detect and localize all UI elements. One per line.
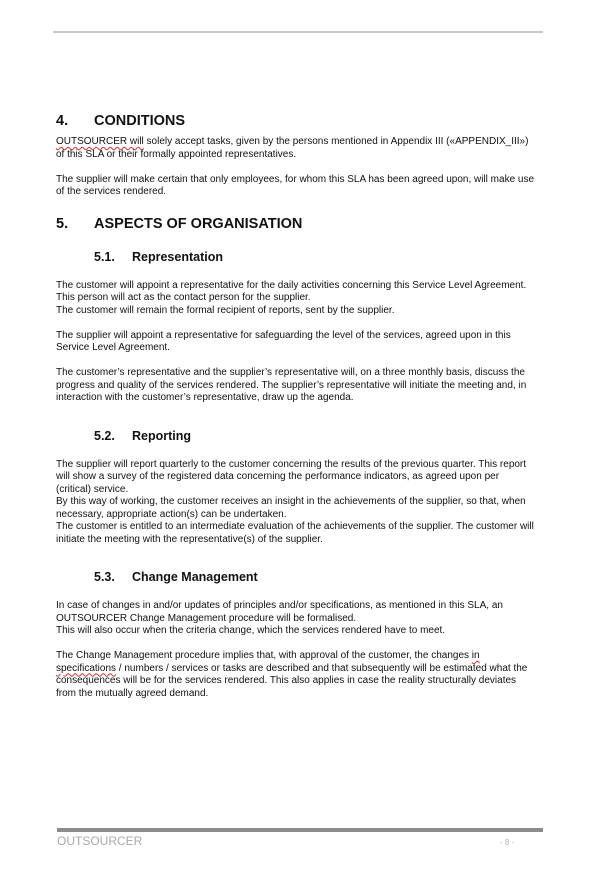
paragraph: OUTSOURCER will solely accept tasks, given by the persons mentioned in Appendix III («APPENDIX_III») of this SLA or their formally appointed representatives.	[56, 136, 529, 160]
header-rule	[53, 31, 543, 33]
paragraph: In case of changes in and/or updates of principles and/or specifications, as mentioned in this SLA, an OUTSOURCER Change Management procedure will be formalised.	[56, 600, 503, 624]
paragraph: By this way of working, the customer receives an insight in the achievements of the supplier, so that, when necessary, appropriate action(s) can be undertaken.	[56, 496, 526, 520]
subsection-heading-representation	[56, 249, 536, 265]
paragraph: The supplier will report quarterly to the customer concerning the results of the previous quarter. This report will show a survey of the registered data concerning the performance indicators, as agreed upon per (critical) service.	[56, 458, 527, 495]
subsection-number: 5.2.	[94, 428, 115, 443]
subsection-title: Change Management	[132, 570, 258, 584]
section-title: CONDITIONS	[94, 113, 186, 129]
paragraph: This will also occur when the criteria change, which the services rendered have to meet.	[56, 625, 446, 636]
section-number: 4.	[56, 113, 69, 129]
subsection-title: Reporting	[132, 428, 192, 443]
paragraph: The Change Management procedure implies that, with approval of the customer, the changes in specifications / numbers / services or tasks are described and that subsequently will be estimated what the consequences will be for the services rendered. This also applies in case the reality structurally deviates from the mutually agreed demand.	[56, 650, 528, 699]
section-heading-conditions	[56, 112, 536, 130]
spellcheck-flagged-text[interactable]: in	[471, 650, 480, 661]
paragraph: The customer will appoint a representative for the daily activities concerning this Service Level Agreement. This person will act as the contact person for the supplier.	[56, 279, 527, 303]
paragraph: The supplier will make certain that only employees, for whom this SLA has been agreed upon, will make use of the services rendered.	[56, 173, 535, 197]
document-body	[56, 112, 536, 700]
paragraph: The customer is entitled to an intermediate evaluation of the achievements of the supplier. The customer will initiate the meeting with the representative(s) of the supplier.	[56, 521, 534, 545]
spellcheck-flagged-text[interactable]: OUTSOURCER will	[56, 136, 144, 147]
subsection-title: Representation	[132, 249, 223, 264]
subsection-number: 5.3.	[94, 570, 115, 584]
footer-rule	[57, 828, 543, 832]
subsection-number: 5.1.	[94, 249, 115, 264]
subsection-heading-change-management	[56, 569, 536, 585]
section-number: 5.	[56, 215, 69, 232]
page-number: - 8 -	[500, 838, 515, 847]
section-title: ASPECTS OF ORGANISATION	[94, 215, 303, 232]
spellcheck-flagged-text[interactable]: specifications	[56, 662, 117, 674]
paragraph: The customer’s representative and the supplier’s representative will, on a three monthly basis, discuss the progress and quality of the services rendered. The supplier’s representative will initiate the meeting and, in interaction with the customer’s representative, draw up the agenda.	[56, 367, 527, 403]
paragraph: The supplier will appoint a representative for safeguarding the level of the services, agreed upon in this Service Level Agreement.	[56, 329, 511, 353]
footer-brand: OUTSOURCER	[57, 834, 143, 848]
section-heading-organisation	[56, 215, 536, 233]
paragraph: The customer will remain the formal recipient of reports, sent by the supplier.	[56, 304, 395, 316]
subsection-heading-reporting	[56, 428, 536, 444]
